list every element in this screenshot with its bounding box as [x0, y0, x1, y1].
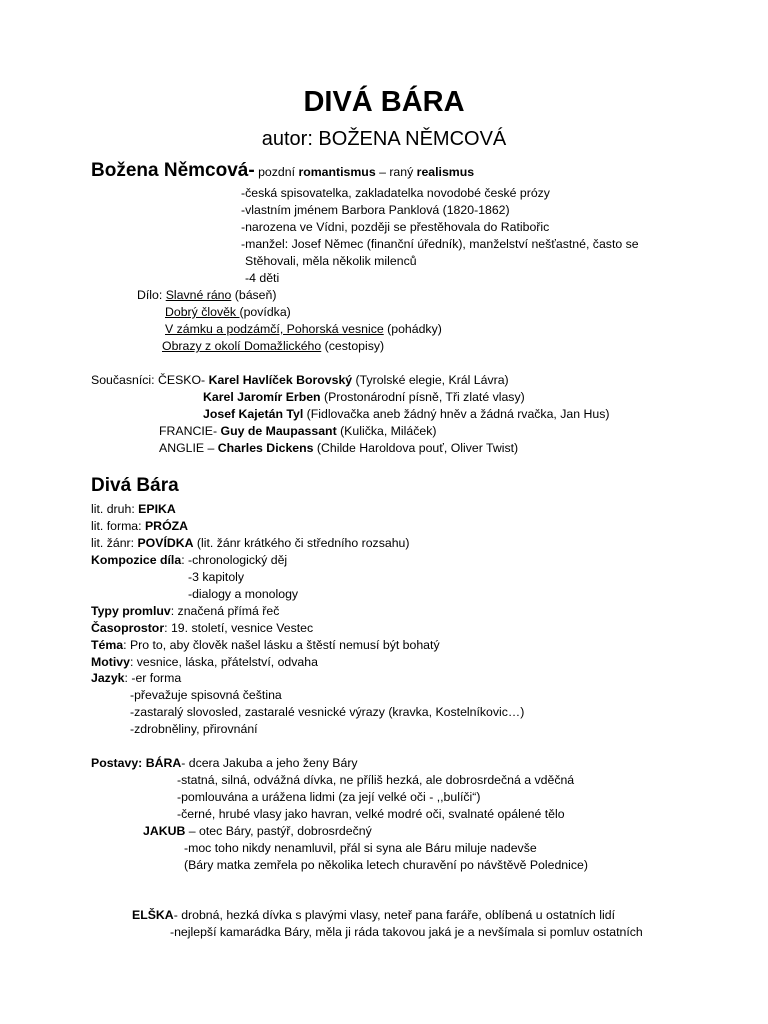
- kompozice-label: Kompozice díla: [91, 553, 182, 567]
- jazyk-item: -převažuje spisovná čeština: [130, 688, 282, 702]
- author-heading-line: [91, 159, 474, 183]
- book-heading: Divá Bára: [91, 475, 179, 496]
- character-trait: -moc toho nikdy nenamluvil, přál si syna ale Báru miluje nadevše: [184, 841, 537, 855]
- zanr-value: POVÍDKA: [137, 536, 194, 550]
- zanr-line: [91, 535, 409, 551]
- works-line: [165, 321, 442, 337]
- contemporary-line: [203, 406, 609, 422]
- works-line: [165, 304, 291, 320]
- typy-label: Typy promluv: [91, 604, 171, 618]
- zanr-note: (lit. žánr krátkého či středního rozsahu): [193, 536, 410, 550]
- kompozice-item: -3 kapitoly: [188, 570, 245, 584]
- contemporary-country: ČESKO-: [158, 373, 209, 387]
- jazyk-item: -zastaralý slovosled, zastaralé vesnické výrazy (kravka, Kostelníkovic…): [130, 705, 525, 719]
- work-title: Slavné ráno: [165, 288, 232, 302]
- forma-value: PRÓZA: [144, 519, 189, 533]
- tema-label: Téma: [91, 638, 124, 652]
- contemporary-name: Karel Havlíček Borovský: [208, 373, 353, 387]
- contemporary-line: [159, 423, 436, 439]
- character-trait: (Báry matka zemřela po několika letech churavění po návštěvě Polednice): [184, 858, 588, 872]
- character-name: ELŠKA: [132, 908, 174, 922]
- druh-value: EPIKA: [138, 502, 176, 516]
- postavy-line: [91, 755, 358, 771]
- motivy-line: [91, 654, 318, 670]
- contemporary-name: Guy de Maupassant: [220, 424, 337, 438]
- kompozice-item: -dialogy a monology: [188, 587, 299, 601]
- character-trait: -pomlouvána a urážena lidmi (za její velké oči - ,,bulíči“): [177, 790, 481, 804]
- typy-value: : značená přímá řeč: [170, 604, 280, 618]
- character-trait: -statná, silná, odvážná dívka, ne příliš hezká, ale dobrosrdečná a vděčná: [177, 773, 575, 787]
- elska-line: [132, 907, 615, 923]
- work-note: (báseň): [231, 288, 277, 302]
- jazyk-item: -zdrobněliny, přirovnání: [130, 722, 258, 736]
- contemporary-country: FRANCIE-: [159, 424, 221, 438]
- character-trait: -nejlepší kamarádka Báry, měla ji ráda takovou jaká je a nevšímala si pomluv ostatních: [170, 925, 643, 939]
- character-trait: -černé, hrubé vlasy jako havran, velké modré oči, svalnaté opálené tělo: [177, 807, 565, 821]
- forma-label: lit. forma:: [91, 519, 145, 533]
- druh-label: lit. druh:: [91, 502, 139, 516]
- tema-value: : Pro to, aby člověk našel lásku a štěstí nemusí být bohatý: [123, 638, 440, 652]
- author-heading-tail-3: – raný: [375, 165, 417, 179]
- contemporary-works: (Tyrolské elegie, Král Lávra): [352, 373, 509, 387]
- character-desc: - dcera Jakuba a jeho ženy Báry: [181, 756, 358, 770]
- author-heading-tail-1: pozdní: [254, 165, 299, 179]
- contemporary-line: [159, 440, 518, 456]
- contemporary-works: (Fidlovačka aneb žádný hněv a žádná rvačka, Jan Hus): [303, 407, 610, 421]
- author-fact: Stěhovali, měla několik milenců: [245, 254, 417, 268]
- character-name: JAKUB: [143, 824, 186, 838]
- contemporary-works: (Kulička, Miláček): [336, 424, 437, 438]
- contemporary-works: (Childe Haroldova pouť, Oliver Twist): [313, 441, 519, 455]
- author-fact: -česká spisovatelka, zakladatelka novodobé české prózy: [241, 186, 550, 200]
- jazyk-value: : -er forma: [124, 671, 182, 685]
- author-fact: -4 děti: [245, 271, 280, 285]
- work-title: V zámku a podzámčí, Pohorská vesnice: [165, 322, 384, 336]
- character-name: BÁRA: [145, 756, 182, 770]
- work-note: (pohádky): [383, 322, 442, 336]
- jakub-line: [143, 823, 372, 839]
- work-title: Obrazy z okolí Domažlického: [162, 339, 322, 353]
- character-desc: – otec Báry, pastýř, dobrosrdečný: [185, 824, 372, 838]
- forma-line: [91, 518, 188, 534]
- author-heading-tail-4: realismus: [416, 165, 475, 179]
- work-title: Dobrý člověk: [165, 305, 240, 319]
- contemporary-country: ANGLIE –: [159, 441, 218, 455]
- works-line: [162, 338, 384, 354]
- works-line: [137, 287, 276, 303]
- page-title: DIVÁ BÁRA: [303, 86, 465, 118]
- jazyk-label: Jazyk: [91, 671, 125, 685]
- author-fact: -narozena ve Vídni, později se přestěhovala do Ratibořic: [241, 220, 550, 234]
- contemporary-line: [203, 389, 525, 405]
- author-heading: Božena Němcová-: [91, 160, 255, 181]
- contemporary-line: [91, 372, 509, 388]
- casoprostor-value: : 19. století, vesnice Vestec: [164, 621, 314, 635]
- author-fact: -vlastním jménem Barbora Panklová (1820-1862): [241, 203, 510, 217]
- contemporaries-label: Současníci:: [91, 373, 158, 387]
- motivy-label: Motivy: [91, 655, 130, 669]
- contemporary-name: Josef Kajetán Tyl: [203, 407, 304, 421]
- work-note: (cestopisy): [321, 339, 385, 353]
- work-note: (povídka): [239, 305, 291, 319]
- kompozice-line: [91, 552, 287, 568]
- motivy-value: : vesnice, láska, přátelství, odvaha: [129, 655, 318, 669]
- casoprostor-line: [91, 620, 313, 636]
- typy-line: [91, 603, 279, 619]
- zanr-label: lit. žánr:: [91, 536, 138, 550]
- contemporary-name: Karel Jaromír Erben: [203, 390, 321, 404]
- dilo-label: Dílo:: [137, 288, 166, 302]
- contemporary-name: Charles Dickens: [217, 441, 314, 455]
- kompozice-item: : -chronologický děj: [181, 553, 288, 567]
- jazyk-line: [91, 670, 181, 686]
- character-desc: - drobná, hezká dívka s plavými vlasy, neteř pana faráře, oblíbená u ostatních lidí: [173, 908, 616, 922]
- page-subtitle: autor: BOŽENA NĚMCOVÁ: [261, 128, 507, 150]
- casoprostor-label: Časoprostor: [91, 621, 165, 635]
- author-heading-tail-2: romantismus: [298, 165, 376, 179]
- druh-line: [91, 501, 176, 517]
- postavy-label: Postavy:: [91, 756, 146, 770]
- author-fact: -manžel: Josef Němec (finanční úředník), manželství nešťastné, často se: [241, 237, 639, 251]
- tema-line: [91, 637, 440, 653]
- contemporary-works: (Prostonárodní písně, Tři zlaté vlasy): [320, 390, 525, 404]
